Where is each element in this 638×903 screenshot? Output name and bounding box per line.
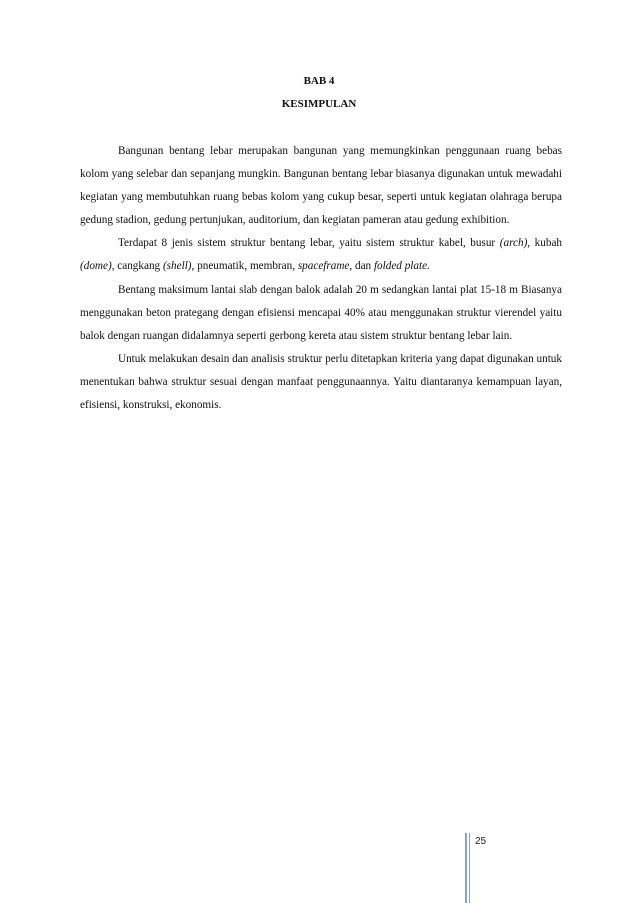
chapter-title: KESIMPULAN: [281, 98, 357, 110]
paragraph-2: [80, 232, 562, 278]
page-footer: [465, 833, 505, 903]
paragraph-2-part5: , dan: [349, 260, 374, 273]
paragraph-2-part3: , cangkang: [111, 260, 163, 273]
paragraph-1: Bangunan bentang lebar merupakan bangunan yang memungkinkan penggunaan ruang bebas kolom yang selebar dan sepanjang mungkin. Bangunan bentang lebar biasanya digunakan untuk mewadahi kegiatan yang membutuhkan ruang bebas kolom yang cukup besar, seperti untuk kegiatan olahraga berupa gedung stadion, gedung pertunjukan, auditorium, dan kegiatan pameran atau gedung exhibition.: [80, 145, 562, 227]
paragraph-4: Untuk melakukan desain dan analisis struktur perlu ditetapkan kriteria yang dapat digunakan untuk menentukan bahwa struktur sesuai dengan manfaat penggunaannya. Yaitu diantaranya kemampuan layan, efisiensi, konstruksi, ekonomis.: [80, 352, 562, 412]
term-spaceframe: spaceframe: [297, 260, 350, 273]
term-arch: (arch): [499, 237, 528, 250]
body-text: [80, 140, 562, 417]
paragraph-3: Bentang maksimum lantai slab dengan balok adalah 20 m sedangkan lantai plat 15-18 m Biasanya menggunakan beton prategang dengan efisiensi mencapai 40% atau menggunakan struktur vierendel yaitu balok dengan ruangan didalamnya seperti gerbong kereta atau sistem struktur bentang lebar lain.: [80, 283, 562, 342]
page-number-rule-thin: [469, 833, 470, 903]
page-number: 25: [475, 836, 487, 847]
paragraph-2-part4: , pneumatik, membran,: [191, 260, 298, 273]
term-dome: (dome): [80, 260, 112, 273]
paragraph-2-part2: , kubah: [527, 237, 563, 250]
chapter-label: BAB 4: [303, 75, 335, 87]
page-number-rule: [465, 833, 467, 903]
term-shell: (shell): [162, 260, 192, 273]
term-folded-plate: folded plate.: [373, 260, 430, 273]
paragraph-2-part1: Terdapat 8 jenis sistem struktur bentang lebar, yaitu sistem struktur kabel, busur: [118, 237, 500, 250]
